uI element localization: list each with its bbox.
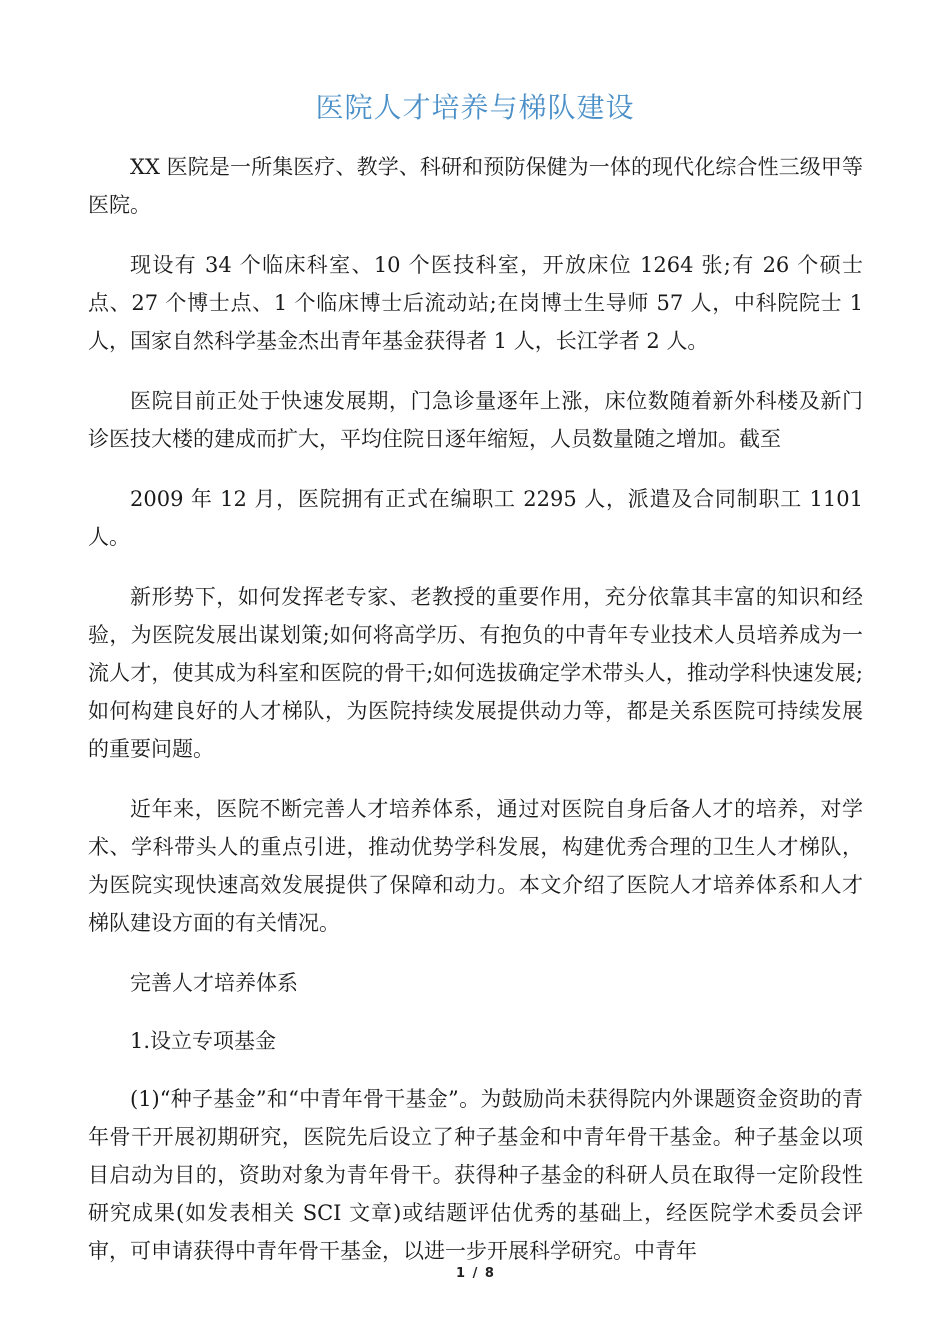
paragraph-intro: XX 医院是一所集医疗、教学、科研和预防保健为一体的现代化综合性三级甲等医院。 (88, 155, 863, 217)
subsection-heading: 1.设立专项基金 (130, 1029, 277, 1053)
document-body (88, 148, 863, 1292)
paragraph-recent-years: 近年来，医院不断完善人才培养体系，通过对医院自身后备人才的培养，对学术、学科带头人的重点引进，推动优势学科发展，构建优秀合理的卫生人才梯队，为医院实现快速高效发展提供了保障和动力。本文介绍了医院人才培养体系和人才梯队建设方面的有关情况。 (88, 797, 863, 935)
paragraph-departments: 现设有 34 个临床科室、10 个医技科室，开放床位 1264 张;有 26 个硕士点、27 个博士点、1 个临床博士后流动站;在岗博士生导师 57 人，中科院院士 1 人，国家自然科学基金杰出青年基金获得者 1 人，长江学者 2 人。 (88, 253, 863, 353)
paragraph-development: 医院目前正处于快速发展期，门急诊量逐年上涨，床位数随着新外科楼及新门诊医技大楼的建成而扩大，平均住院日逐年缩短，人员数量随之增加。截至 (88, 389, 863, 451)
section-heading: 完善人才培养体系 (130, 971, 298, 995)
paragraph-challenges: 新形势下，如何发挥老专家、老教授的重要作用，充分依靠其丰富的知识和经验，为医院发展出谋划策;如何将高学历、有抱负的中青年专业技术人员培养成为一流人才，使其成为科室和医院的骨干;如何选拔确定学术带头人，推动学科快速发展;如何构建良好的人才梯队，为医院持续发展提供动力等，都是关系医院可持续发展的重要问题。 (88, 585, 863, 761)
paragraph-funds: (1)“种子基金”和“中青年骨干基金”。为鼓励尚未获得院内外课题资金资助的青年骨干开展初期研究，医院先后设立了种子基金和中青年骨干基金。种子基金以项目启动为目的，资助对象为青年骨干。获得种子基金的科研人员在取得一定阶段性研究成果(如发表相关 SCI 文章)或结题评估优秀的基础上，经医院学术委员会评审，可申请获得中青年骨干基金，以进一步开展科学研究。中青年 (88, 1087, 863, 1263)
document-title: 医院人才培养与梯队建设 (315, 91, 635, 124)
page-number: 1 / 8 (456, 1266, 494, 1281)
paragraph-staff: 2009 年 12 月，医院拥有正式在编职工 2295 人，派遣及合同制职工 1101 人。 (88, 487, 863, 549)
